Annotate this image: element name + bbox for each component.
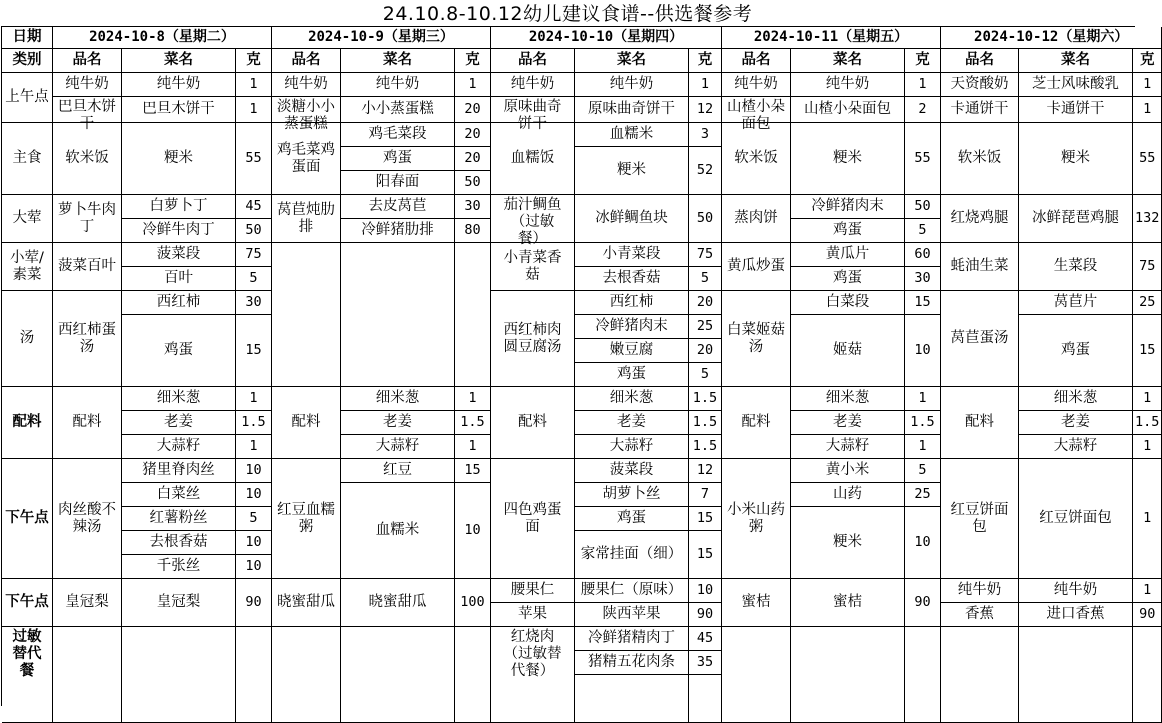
grams: 5	[905, 219, 941, 243]
ingredient: 猪精五花肉条	[575, 651, 689, 675]
gram-header: 克	[905, 49, 941, 73]
dish: 四色鸡蛋 面	[491, 459, 575, 579]
grams: 10	[236, 483, 272, 507]
grams: 25	[905, 483, 941, 507]
grams: 45	[236, 195, 272, 219]
grams: 90	[236, 579, 272, 627]
grams: 15	[689, 531, 722, 579]
ingredient: 西红柿	[575, 291, 689, 315]
grams: 20	[455, 123, 491, 147]
dish: 腰果仁	[491, 579, 575, 603]
empty-cell	[455, 627, 491, 723]
ingredient-header: 菜名	[1019, 49, 1133, 73]
day-header-1: 2024-10-8（星期二）	[53, 27, 272, 49]
grams: 30	[455, 195, 491, 219]
grams: 55	[1133, 123, 1162, 195]
grams: 25	[689, 315, 722, 339]
dish: 原味曲奇 饼干	[491, 97, 575, 123]
category-morning-snack: 上午点	[2, 73, 53, 123]
ingredient-header: 菜名	[575, 49, 689, 73]
ingredient: 红豆	[341, 459, 455, 483]
grams: 3	[689, 123, 722, 147]
grams: 15	[905, 291, 941, 315]
empty-cell	[272, 627, 341, 723]
grams: 12	[689, 97, 722, 123]
dish-header: 品名	[491, 49, 575, 73]
ingredient: 粳米	[791, 507, 905, 579]
grams: 15	[1133, 315, 1162, 387]
gram-header: 克	[689, 49, 722, 73]
category-soup: 汤	[2, 291, 53, 387]
ingredient: 姬菇	[791, 315, 905, 387]
dish: 天资酸奶	[941, 73, 1019, 97]
ingredient: 西红柿	[122, 291, 236, 315]
ingredient: 细米葱	[341, 387, 455, 411]
grams: 5	[236, 507, 272, 531]
dish: 配料	[272, 387, 341, 459]
grams: 100	[455, 579, 491, 627]
ingredient: 纯牛奶	[575, 73, 689, 97]
grams: 1	[236, 387, 272, 411]
empty-cell	[791, 627, 905, 723]
grams: 90	[905, 579, 941, 627]
gram-header: 克	[236, 49, 272, 73]
ingredient: 莴苣片	[1019, 291, 1133, 315]
grams: 20	[689, 339, 722, 363]
grams: 1	[1133, 97, 1162, 123]
empty-cell	[941, 627, 1019, 723]
dish: 蜜桔	[722, 579, 791, 627]
ingredient: 家常挂面（细）	[575, 531, 689, 579]
ingredient: 冰鲜鲷鱼块	[575, 195, 689, 243]
dish: 淡糖小小 蒸蛋糕	[272, 97, 341, 123]
grams: 1	[455, 387, 491, 411]
ingredient: 千张丝	[122, 555, 236, 579]
grams: 45	[689, 627, 722, 651]
dish: 萝卜牛肉 丁	[53, 195, 122, 243]
empty-cell	[689, 675, 722, 723]
grams: 25	[1133, 291, 1162, 315]
ingredient: 进口香蕉	[1019, 603, 1133, 627]
grams: 1.5	[236, 411, 272, 435]
dish: 配料	[941, 387, 1019, 459]
ingredient: 胡萝卜丝	[575, 483, 689, 507]
ingredient: 纯牛奶	[791, 73, 905, 97]
menu-title: 24.10.8-10.12幼儿建议食谱--供选餐参考	[382, 3, 753, 25]
ingredient: 白菜丝	[122, 483, 236, 507]
ingredient: 菠菜段	[575, 459, 689, 483]
grams: 80	[455, 219, 491, 243]
grams: 50	[689, 195, 722, 243]
grams: 1.5	[1133, 411, 1162, 435]
ingredient: 猪里脊肉丝	[122, 459, 236, 483]
ingredient: 白萝卜丁	[122, 195, 236, 219]
grams: 1	[905, 387, 941, 411]
grams: 1	[905, 73, 941, 97]
dish: 西红柿肉 圆豆腐汤	[491, 291, 575, 387]
ingredient: 小小蒸蛋糕	[341, 97, 455, 123]
ingredient: 血糯米	[341, 483, 455, 579]
grams: 75	[1133, 243, 1162, 291]
ingredient: 细米葱	[791, 387, 905, 411]
grams: 90	[1133, 603, 1162, 627]
grams: 1	[1133, 435, 1162, 459]
grams: 1	[236, 435, 272, 459]
dish: 莴苣蛋汤	[941, 291, 1019, 387]
empty-cell	[236, 627, 272, 723]
ingredient: 大蒜籽	[575, 435, 689, 459]
empty-cell	[341, 243, 455, 387]
dish: 巴旦木饼 干	[53, 97, 122, 123]
day-header-4: 2024-10-11（星期五）	[722, 27, 941, 49]
ingredient: 鸡蛋	[791, 219, 905, 243]
category-afternoon-fruit: 下午点	[2, 579, 53, 627]
grams: 20	[455, 147, 491, 171]
empty-cell	[1019, 627, 1133, 723]
dish: 配料	[491, 387, 575, 459]
ingredient: 红薯粉丝	[122, 507, 236, 531]
ingredient: 鸡蛋	[791, 267, 905, 291]
dish-header: 品名	[722, 49, 791, 73]
grams: 2	[905, 97, 941, 123]
ingredient-header: 菜名	[341, 49, 455, 73]
dish: 菠菜百叶	[53, 243, 122, 291]
dish: 蒸肉饼	[722, 195, 791, 243]
grams: 1	[1133, 459, 1162, 579]
grams: 5	[689, 363, 722, 387]
grams: 35	[689, 651, 722, 675]
ingredient: 细米葱	[575, 387, 689, 411]
ingredient: 大蒜籽	[1019, 435, 1133, 459]
empty-cell	[905, 627, 941, 723]
dish: 红豆饼面 包	[941, 459, 1019, 579]
ingredient: 粳米	[122, 123, 236, 195]
ingredient: 老姜	[122, 411, 236, 435]
grams: 5	[236, 267, 272, 291]
date-header-label: 日期	[2, 27, 53, 49]
ingredient: 老姜	[341, 411, 455, 435]
dish: 苹果	[491, 603, 575, 627]
grams: 1	[1133, 73, 1162, 97]
dish: 西红柿蛋 汤	[53, 291, 122, 387]
ingredient: 山药	[791, 483, 905, 507]
dish: 肉丝酸不 辣汤	[53, 459, 122, 579]
grams: 20	[455, 97, 491, 123]
ingredient: 腰果仁（原味）	[575, 579, 689, 603]
ingredient: 鸡蛋	[122, 315, 236, 387]
dish: 软米饭	[941, 123, 1019, 195]
grams: 75	[689, 243, 722, 267]
grams: 60	[905, 243, 941, 267]
grams: 1	[236, 73, 272, 97]
dish: 鸡毛菜鸡 蛋面	[272, 123, 341, 195]
dish: 纯牛奶	[941, 579, 1019, 603]
ingredient: 大蒜籽	[791, 435, 905, 459]
category-staple: 主食	[2, 123, 53, 195]
dish: 黄瓜炒蛋	[722, 243, 791, 291]
dish: 红烧鸡腿	[941, 195, 1019, 243]
ingredient: 卡通饼干	[1019, 97, 1133, 123]
dish: 纯牛奶	[491, 73, 575, 97]
ingredient: 血糯米	[575, 123, 689, 147]
dish-header: 品名	[53, 49, 122, 73]
ingredient: 鸡蛋	[1019, 315, 1133, 387]
day-header-5: 2024-10-12（星期六）	[941, 27, 1162, 49]
ingredient: 去根香菇	[122, 531, 236, 555]
day-header-2: 2024-10-9（星期三）	[272, 27, 491, 49]
dish: 皇冠梨	[53, 579, 122, 627]
ingredient: 嫩豆腐	[575, 339, 689, 363]
day-header-3: 2024-10-10（星期四）	[491, 27, 722, 49]
grams: 1.5	[455, 411, 491, 435]
empty-cell	[575, 675, 689, 723]
dish: 软米饭	[722, 123, 791, 195]
gram-header: 克	[1133, 49, 1162, 73]
dish: 山楂小朵 面包	[722, 97, 791, 123]
dish: 小米山药 粥	[722, 459, 791, 579]
grams: 10	[236, 555, 272, 579]
dish: 纯牛奶	[53, 73, 122, 97]
category-meat: 大荤	[2, 195, 53, 243]
empty-cell	[722, 627, 791, 723]
ingredient: 大蒜籽	[341, 435, 455, 459]
dish-header: 品名	[272, 49, 341, 73]
grams: 12	[689, 459, 722, 483]
ingredient: 生菜段	[1019, 243, 1133, 291]
empty-cell	[455, 243, 491, 387]
ingredient: 原味曲奇饼干	[575, 97, 689, 123]
ingredient: 冷鲜猪肋排	[341, 219, 455, 243]
ingredient-header: 菜名	[122, 49, 236, 73]
dish: 晓蜜甜瓜	[272, 579, 341, 627]
ingredient: 粳米	[791, 123, 905, 195]
grams: 50	[905, 195, 941, 219]
ingredient: 蜜桔	[791, 579, 905, 627]
grams: 1.5	[905, 411, 941, 435]
grams: 10	[236, 459, 272, 483]
grams: 1	[455, 435, 491, 459]
ingredient: 细米葱	[122, 387, 236, 411]
dish: 卡通饼干	[941, 97, 1019, 123]
dish: 血糯饭	[491, 123, 575, 195]
grams: 10	[455, 483, 491, 579]
dish: 纯牛奶	[272, 73, 341, 97]
ingredient-header: 菜名	[791, 49, 905, 73]
ingredient: 冷鲜猪精肉丁	[575, 627, 689, 651]
ingredient: 黄小米	[791, 459, 905, 483]
grams: 1.5	[689, 435, 722, 459]
dish: 茄汁鲷鱼 （过敏 餐）	[491, 195, 575, 243]
ingredient: 山楂小朵面包	[791, 97, 905, 123]
ingredient: 冷鲜猪肉末	[575, 315, 689, 339]
ingredient: 纯牛奶	[122, 73, 236, 97]
dish: 红豆血糯 粥	[272, 459, 341, 579]
ingredient: 红豆饼面包	[1019, 459, 1133, 579]
dish: 配料	[722, 387, 791, 459]
empty-cell	[53, 627, 122, 723]
grams: 1.5	[689, 411, 722, 435]
dish: 白菜姬菇 汤	[722, 291, 791, 387]
grams: 1	[1133, 579, 1162, 603]
ingredient: 冷鲜猪肉末	[791, 195, 905, 219]
ingredient: 陕西苹果	[575, 603, 689, 627]
grams: 15	[455, 459, 491, 483]
grams: 10	[689, 579, 722, 603]
ingredient: 纯牛奶	[1019, 579, 1133, 603]
ingredient: 细米葱	[1019, 387, 1133, 411]
grams: 1	[689, 73, 722, 97]
dish: 纯牛奶	[722, 73, 791, 97]
grams: 30	[905, 267, 941, 291]
category-condiment: 配料	[2, 387, 53, 459]
grams: 15	[689, 507, 722, 531]
dish: 软米饭	[53, 123, 122, 195]
ingredient: 大蒜籽	[122, 435, 236, 459]
ingredient: 白菜段	[791, 291, 905, 315]
grams: 10	[236, 531, 272, 555]
ingredient: 小青菜段	[575, 243, 689, 267]
grams: 1	[236, 97, 272, 123]
ingredient: 粳米	[1019, 123, 1133, 195]
empty-cell	[341, 627, 455, 723]
ingredient: 去皮莴苣	[341, 195, 455, 219]
empty-cell	[122, 627, 236, 723]
ingredient: 鸡蛋	[575, 507, 689, 531]
dish: 红烧肉 （过敏替 代餐）	[491, 627, 575, 723]
grams: 1	[905, 435, 941, 459]
grams: 55	[236, 123, 272, 195]
empty-cell	[1133, 627, 1162, 723]
ingredient: 菠菜段	[122, 243, 236, 267]
ingredient: 皇冠梨	[122, 579, 236, 627]
ingredient: 阳春面	[341, 171, 455, 195]
dish: 小青菜香 菇	[491, 243, 575, 291]
grams: 1.5	[689, 387, 722, 411]
grams: 1	[455, 73, 491, 97]
dish: 香蕉	[941, 603, 1019, 627]
grams: 10	[905, 315, 941, 387]
grams: 30	[236, 291, 272, 315]
ingredient: 巴旦木饼干	[122, 97, 236, 123]
grams: 132	[1133, 195, 1162, 243]
grams: 5	[905, 459, 941, 483]
grams: 55	[905, 123, 941, 195]
grams: 1	[1133, 387, 1162, 411]
grams: 15	[236, 315, 272, 387]
ingredient: 百叶	[122, 267, 236, 291]
empty-cell	[272, 243, 341, 387]
menu-table	[1, 26, 1160, 706]
category-allergy: 过敏 替代 餐	[2, 627, 53, 723]
grams: 20	[689, 291, 722, 315]
grams: 75	[236, 243, 272, 267]
grams: 50	[236, 219, 272, 243]
ingredient: 晓蜜甜瓜	[341, 579, 455, 627]
ingredient: 鸡毛菜段	[341, 123, 455, 147]
ingredient: 老姜	[1019, 411, 1133, 435]
gram-header: 克	[455, 49, 491, 73]
category-header-label: 类别	[2, 49, 53, 73]
ingredient: 鸡蛋	[341, 147, 455, 171]
ingredient: 老姜	[575, 411, 689, 435]
grams: 90	[689, 603, 722, 627]
ingredient: 冰鲜琵琶鸡腿	[1019, 195, 1133, 243]
category-side: 小荤/ 素菜	[2, 243, 53, 291]
grams: 7	[689, 483, 722, 507]
grams: 50	[455, 171, 491, 195]
ingredient: 芝士风味酸乳	[1019, 73, 1133, 97]
ingredient: 去根香菇	[575, 267, 689, 291]
grams: 5	[689, 267, 722, 291]
ingredient: 粳米	[575, 147, 689, 195]
ingredient: 纯牛奶	[341, 73, 455, 97]
grams: 52	[689, 147, 722, 195]
ingredient: 冷鲜牛肉丁	[122, 219, 236, 243]
ingredient: 老姜	[791, 411, 905, 435]
dish: 莴苣炖肋 排	[272, 195, 341, 243]
ingredient: 鸡蛋	[575, 363, 689, 387]
dish: 配料	[53, 387, 122, 459]
dish: 蚝油生菜	[941, 243, 1019, 291]
category-afternoon-snack: 下午点	[2, 459, 53, 579]
grams: 10	[905, 507, 941, 579]
ingredient: 黄瓜片	[791, 243, 905, 267]
dish-header: 品名	[941, 49, 1019, 73]
